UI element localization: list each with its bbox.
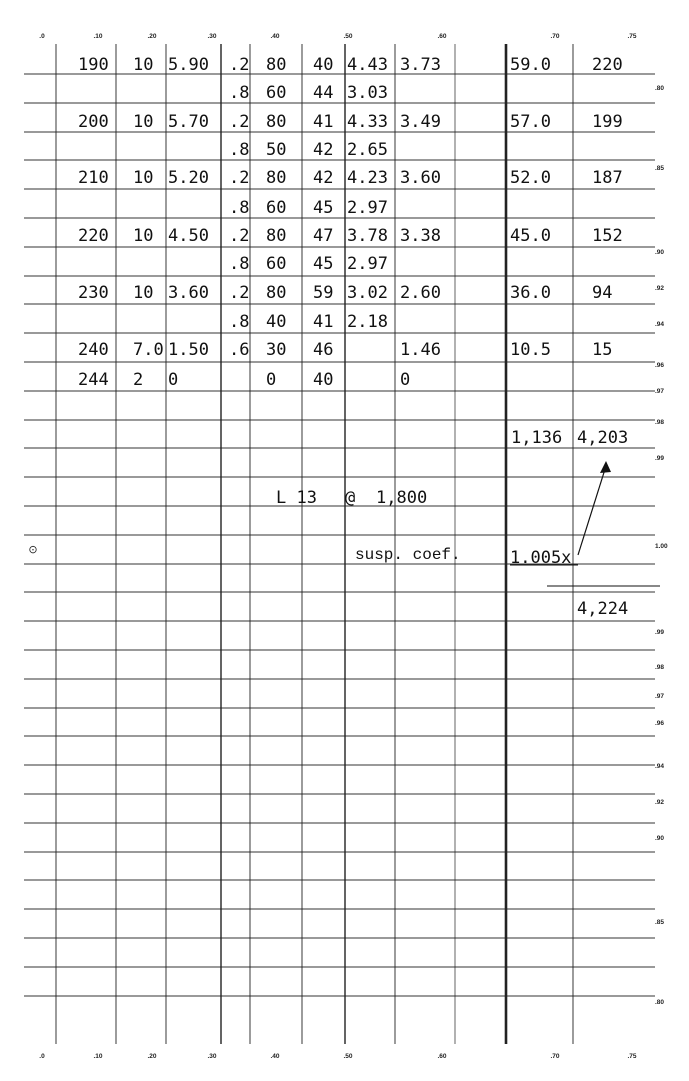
table-cell: 52.0 bbox=[510, 168, 551, 188]
table-cell: 42 bbox=[313, 140, 334, 160]
table-cell: 3.73 bbox=[400, 55, 441, 75]
table-cell: 45 bbox=[313, 254, 334, 274]
table-cell: 2.97 bbox=[347, 254, 388, 274]
table-cell: 4.43 bbox=[347, 55, 388, 75]
table-cell: 200 bbox=[78, 112, 109, 132]
table-cell: 45 bbox=[313, 198, 334, 218]
table-cell: 199 bbox=[592, 112, 623, 132]
scale-right-label: .94 bbox=[655, 763, 665, 770]
table-cell: 1.50 bbox=[168, 340, 209, 360]
table-cell: 45.0 bbox=[510, 226, 551, 246]
table-cell: 80 bbox=[266, 55, 287, 75]
gauge-reading: 1,800 bbox=[376, 488, 428, 508]
result-value: 4,224 bbox=[577, 599, 629, 619]
scale-right-label: .80 bbox=[655, 85, 665, 92]
scale-right-label: .99 bbox=[655, 455, 665, 462]
total-col9: 1,136 bbox=[511, 428, 563, 448]
data-table bbox=[78, 55, 623, 390]
table-cell: 15 bbox=[592, 340, 613, 360]
table-cell: 59 bbox=[313, 283, 334, 303]
table-cell: 10 bbox=[133, 55, 154, 75]
scale-bottom-label: .20 bbox=[147, 1053, 157, 1060]
table-cell: 80 bbox=[266, 226, 287, 246]
scale-top-label: .30 bbox=[207, 33, 217, 40]
table-cell: 10 bbox=[133, 226, 154, 246]
scale-top-label: .75 bbox=[627, 33, 637, 40]
table-cell: 4.33 bbox=[347, 112, 388, 132]
arrow-line bbox=[578, 466, 606, 555]
table-cell: .8 bbox=[229, 254, 250, 274]
scale-right-label: .97 bbox=[655, 388, 665, 395]
scale-bottom-label: .70 bbox=[550, 1053, 560, 1060]
at-symbol: @ bbox=[345, 488, 356, 508]
table-cell: 3.60 bbox=[168, 283, 209, 303]
table-cell: 4.50 bbox=[168, 226, 209, 246]
scale-right-label: .85 bbox=[655, 919, 665, 926]
annotation bbox=[28, 461, 660, 619]
table-cell: 44 bbox=[313, 83, 334, 103]
margin-circle-icon: ⊙ bbox=[28, 543, 38, 556]
totals-row bbox=[511, 428, 628, 448]
scale-right-label: .97 bbox=[655, 693, 665, 700]
table-cell: 30 bbox=[266, 340, 287, 360]
table-cell: 36.0 bbox=[510, 283, 551, 303]
table-cell: .2 bbox=[229, 55, 250, 75]
scale-top-label: .10 bbox=[93, 33, 103, 40]
scale-right-label: .96 bbox=[655, 362, 665, 369]
scale-top-label: .70 bbox=[550, 33, 560, 40]
total-col10: 4,203 bbox=[577, 428, 629, 448]
scale-right-label: .92 bbox=[655, 799, 665, 806]
table-cell: 187 bbox=[592, 168, 623, 188]
table-cell: 57.0 bbox=[510, 112, 551, 132]
scale-right-label: .98 bbox=[655, 419, 665, 426]
table-cell: 42 bbox=[313, 168, 334, 188]
scale-top-label: .0 bbox=[39, 33, 45, 40]
table-cell: 240 bbox=[78, 340, 109, 360]
table-cell: 94 bbox=[592, 283, 613, 303]
table-cell: .8 bbox=[229, 140, 250, 160]
scale-top-label: .20 bbox=[147, 33, 157, 40]
table-cell: 59.0 bbox=[510, 55, 551, 75]
table-cell: .6 bbox=[229, 340, 250, 360]
table-cell: .2 bbox=[229, 168, 250, 188]
table-cell: 60 bbox=[266, 83, 287, 103]
table-cell: 220 bbox=[592, 55, 623, 75]
table-cell: 3.49 bbox=[400, 112, 441, 132]
table-cell: 5.70 bbox=[168, 112, 209, 132]
table-cell: 1.46 bbox=[400, 340, 441, 360]
scale-bottom-label: .30 bbox=[207, 1053, 217, 1060]
table-cell: 220 bbox=[78, 226, 109, 246]
table-cell: 10 bbox=[133, 112, 154, 132]
scale-bottom-label: .10 bbox=[93, 1053, 103, 1060]
table-cell: 60 bbox=[266, 198, 287, 218]
table-cell: 5.90 bbox=[168, 55, 209, 75]
scale-right-label: .94 bbox=[655, 321, 665, 328]
table-cell: 0 bbox=[400, 370, 411, 390]
table-cell: 10 bbox=[133, 283, 154, 303]
table-cell: 10 bbox=[133, 168, 154, 188]
table-cell: 60 bbox=[266, 254, 287, 274]
scale-right-label: .92 bbox=[655, 285, 665, 292]
table-cell: 230 bbox=[78, 283, 109, 303]
table-cell: 5.20 bbox=[168, 168, 209, 188]
table-cell: 190 bbox=[78, 55, 109, 75]
coef-label: susp. coef. bbox=[355, 546, 461, 564]
coef-value: 1.005x bbox=[510, 548, 572, 568]
gauge-label: L 13 bbox=[276, 488, 317, 508]
scale-top-label: .60 bbox=[437, 33, 447, 40]
scale-bottom-label: .50 bbox=[343, 1053, 353, 1060]
table-cell: 80 bbox=[266, 283, 287, 303]
table-cell: .2 bbox=[229, 226, 250, 246]
table-cell: .2 bbox=[229, 283, 250, 303]
table-cell: 40 bbox=[313, 55, 334, 75]
table-cell: 7.0 bbox=[133, 340, 164, 360]
table-cell: 2.60 bbox=[400, 283, 441, 303]
table-cell: 152 bbox=[592, 226, 623, 246]
table-cell: 2.18 bbox=[347, 312, 388, 332]
table-cell: 80 bbox=[266, 112, 287, 132]
table-cell: 3.38 bbox=[400, 226, 441, 246]
table-cell: .2 bbox=[229, 112, 250, 132]
grid-lines bbox=[24, 44, 655, 1044]
table-cell: 3.02 bbox=[347, 283, 388, 303]
table-cell: 3.78 bbox=[347, 226, 388, 246]
scale-bottom-label: .40 bbox=[270, 1053, 280, 1060]
scale-right-label: .98 bbox=[655, 664, 665, 671]
table-cell: .8 bbox=[229, 312, 250, 332]
table-cell: 40 bbox=[266, 312, 287, 332]
scale-top-label: .40 bbox=[270, 33, 280, 40]
table-cell: 3.03 bbox=[347, 83, 388, 103]
table-cell: 47 bbox=[313, 226, 334, 246]
scale-right-label: .99 bbox=[655, 629, 665, 636]
table-cell: 10.5 bbox=[510, 340, 551, 360]
scale-bottom-label: .60 bbox=[437, 1053, 447, 1060]
table-cell: 40 bbox=[313, 370, 334, 390]
table-cell: 2.97 bbox=[347, 198, 388, 218]
table-cell: 244 bbox=[78, 370, 109, 390]
table-cell: .8 bbox=[229, 198, 250, 218]
table-cell: 210 bbox=[78, 168, 109, 188]
scale-bottom-label: .0 bbox=[39, 1053, 45, 1060]
table-cell: 0 bbox=[266, 370, 277, 390]
scale-top-label: .50 bbox=[343, 33, 353, 40]
table-cell: 0 bbox=[168, 370, 179, 390]
arrow-head-icon bbox=[600, 461, 611, 473]
table-cell: 50 bbox=[266, 140, 287, 160]
scale-right-label: .90 bbox=[655, 835, 665, 842]
scale-right-label: .80 bbox=[655, 999, 665, 1006]
table-cell: 41 bbox=[313, 112, 334, 132]
table-cell: 46 bbox=[313, 340, 334, 360]
table-cell: 80 bbox=[266, 168, 287, 188]
scale-right-label: .96 bbox=[655, 720, 665, 727]
table-cell: 2.65 bbox=[347, 140, 388, 160]
scale-right-label: .90 bbox=[655, 249, 665, 256]
table-cell: 2 bbox=[133, 370, 144, 390]
table-cell: 41 bbox=[313, 312, 334, 332]
scale-right-label: 1.00 bbox=[655, 543, 668, 550]
scale-bottom-label: .75 bbox=[627, 1053, 637, 1060]
scale-right-label: .85 bbox=[655, 165, 665, 172]
table-cell: 3.60 bbox=[400, 168, 441, 188]
table-cell: .8 bbox=[229, 83, 250, 103]
table-cell: 4.23 bbox=[347, 168, 388, 188]
